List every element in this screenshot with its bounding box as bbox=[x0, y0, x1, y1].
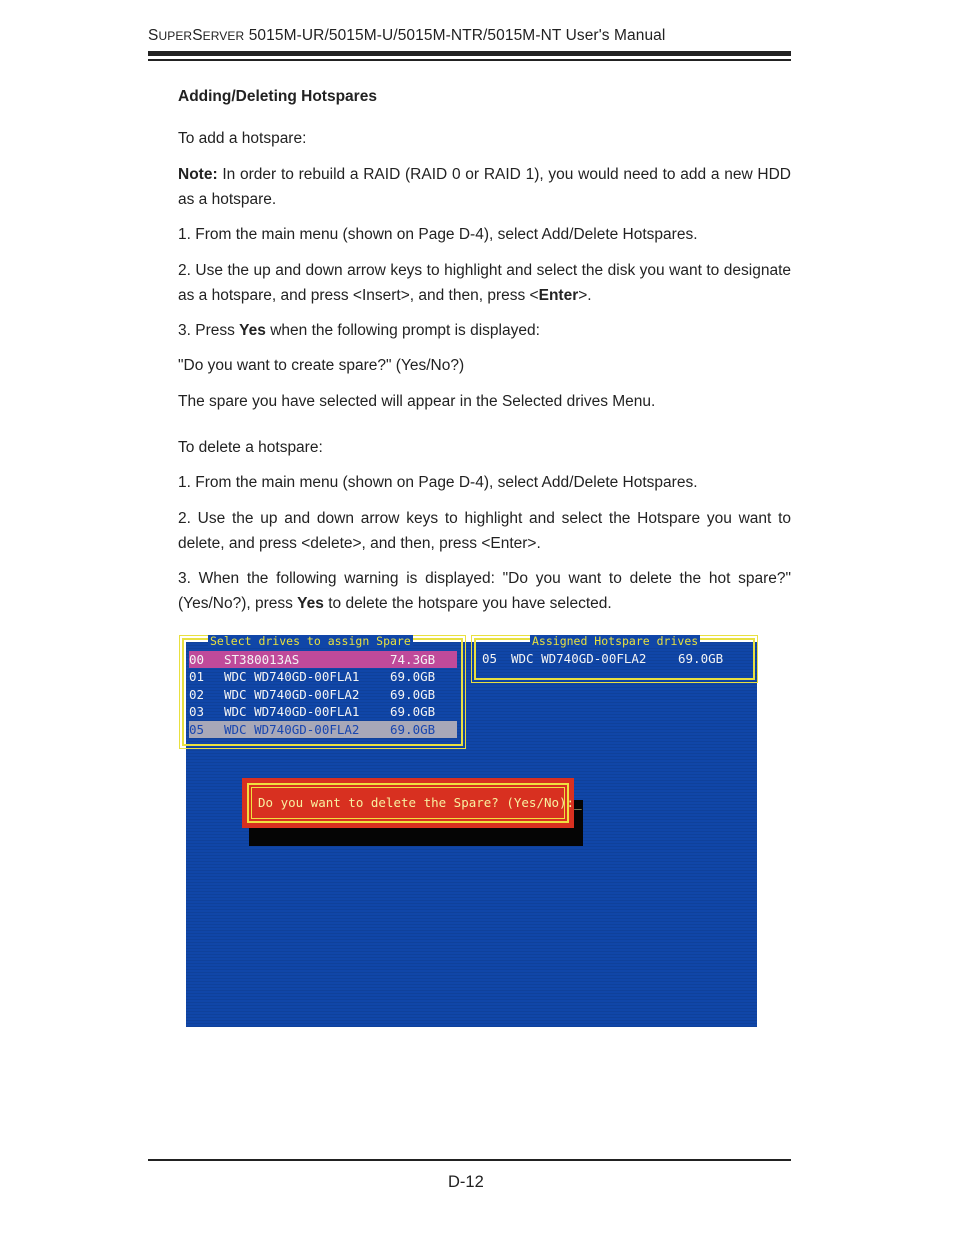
drive-model: WDC WD740GD-00FLA1 bbox=[224, 704, 360, 719]
drive-size: 74.3GB bbox=[390, 652, 436, 667]
header-rule-thin bbox=[148, 59, 791, 61]
delete-spare-prompt[interactable]: Do you want to delete the Spare? (Yes/No):_ bbox=[247, 783, 569, 823]
add-step-3-end: when the following prompt is displayed: bbox=[265, 322, 540, 339]
drive-size: 69.0GB bbox=[390, 669, 436, 684]
select-drives-panel bbox=[182, 634, 463, 746]
header-brand-initial: S bbox=[148, 27, 159, 44]
drive-size: 69.0GB bbox=[390, 722, 436, 737]
delete-step-3-text: 3. When the following warning is displayed: "Do you want to delete the hot spare?" (Yes/No?), press bbox=[178, 570, 791, 612]
header-brand-initial-2: S bbox=[192, 27, 203, 44]
drive-model: WDC WD740GD-00FLA2 bbox=[511, 651, 647, 666]
drive-model: WDC WD740GD-00FLA2 bbox=[224, 722, 360, 737]
bios-screenshot bbox=[186, 634, 757, 1027]
delete-step-3-end: to delete the hotspare you have selected. bbox=[323, 595, 612, 612]
drive-row[interactable] bbox=[189, 668, 457, 685]
drive-id: 05 bbox=[189, 722, 205, 737]
add-step-1: 1. From the main menu (shown on Page D-4), select Add/Delete Hotspares. bbox=[178, 226, 698, 243]
drive-id: 02 bbox=[189, 687, 205, 702]
drive-row-selected[interactable] bbox=[189, 721, 457, 738]
select-drives-title: Select drives to assign Spare bbox=[210, 634, 411, 648]
add-step-2-text: 2. Use the up and down arrow keys to highlight and select the disk you want to designate as a hotspare, and press <Insert>, and then, press < bbox=[178, 262, 791, 304]
assigned-hotspares-panel bbox=[474, 634, 755, 680]
add-step-3-text: 3. Press bbox=[178, 322, 240, 339]
delete-step-3 bbox=[178, 566, 791, 616]
drive-id: 03 bbox=[189, 704, 205, 719]
drive-size: 69.0GB bbox=[390, 687, 436, 702]
drive-model: WDC WD740GD-00FLA2 bbox=[224, 687, 360, 702]
drive-size: 69.0GB bbox=[390, 704, 436, 719]
header-rule-thick bbox=[148, 51, 791, 56]
section-heading: Adding/Deleting Hotspares bbox=[178, 88, 377, 105]
header-title-text: 5015M-UR/5015M-U/5015M-NTR/5015M-NT User's Manual bbox=[244, 27, 666, 44]
add-step-2-end: >. bbox=[578, 287, 592, 304]
header-brand-part-2: ERVER bbox=[202, 29, 245, 43]
add-step-2 bbox=[178, 258, 791, 308]
drive-id: 05 bbox=[482, 651, 498, 666]
add-result: The spare you have selected will appear in the Selected drives Menu. bbox=[178, 393, 656, 410]
header-brand-part: UPER bbox=[158, 29, 193, 43]
delete-step-2: 2. Use the up and down arrow keys to highlight and select the Hotspare you want to delete, and press <delete>, and then, press <Enter>. bbox=[178, 510, 791, 552]
drive-row[interactable] bbox=[189, 703, 457, 720]
drive-id: 01 bbox=[189, 669, 205, 684]
drive-model: ST380013AS bbox=[224, 652, 300, 667]
page-body bbox=[178, 84, 791, 616]
assigned-hotspares-title: Assigned Hotspare drives bbox=[532, 634, 699, 648]
running-header bbox=[148, 27, 665, 45]
delete-step-1: 1. From the main menu (shown on Page D-4), select Add/Delete Hotspares. bbox=[178, 474, 698, 491]
delete-intro: To delete a hotspare: bbox=[178, 439, 323, 456]
add-intro: To add a hotspare: bbox=[178, 130, 307, 147]
drive-row[interactable] bbox=[189, 686, 457, 703]
yes-label-2: Yes bbox=[297, 595, 324, 612]
yes-label: Yes bbox=[239, 322, 266, 339]
page-number: D-12 bbox=[448, 1173, 484, 1191]
delete-spare-dialog[interactable] bbox=[242, 778, 582, 828]
add-prompt: "Do you want to create spare?" (Yes/No?) bbox=[178, 357, 465, 374]
enter-key-label: Enter bbox=[538, 287, 579, 304]
add-step-3 bbox=[178, 318, 791, 343]
drive-id: 00 bbox=[189, 652, 205, 667]
note-paragraph bbox=[178, 162, 791, 212]
note-text: In order to rebuild a RAID (RAID 0 or RAID 1), you would need to add a new HDD as a hotspare. bbox=[178, 166, 791, 208]
drive-size: 69.0GB bbox=[678, 651, 724, 666]
assigned-drive-row[interactable] bbox=[482, 650, 750, 667]
drive-model: WDC WD740GD-00FLA1 bbox=[224, 669, 360, 684]
footer-rule bbox=[148, 1159, 791, 1161]
note-label: Note: bbox=[178, 166, 218, 183]
drive-row[interactable] bbox=[189, 651, 457, 668]
